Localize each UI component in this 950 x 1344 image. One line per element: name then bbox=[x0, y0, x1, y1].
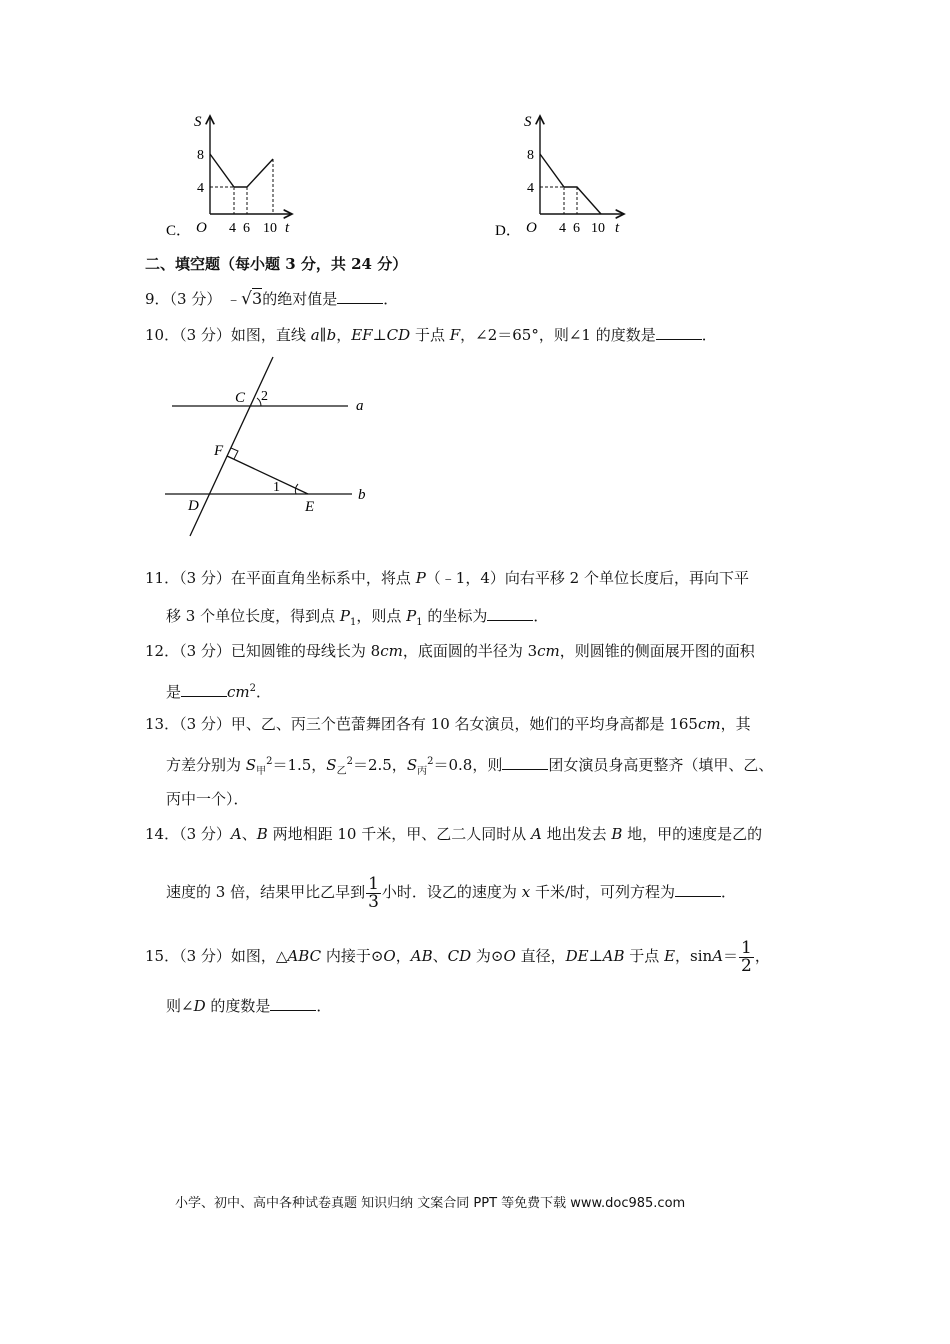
q14-text-a: 两地相距 10 千米，甲、乙二人同时从 bbox=[267, 825, 531, 843]
question-10 bbox=[145, 325, 717, 345]
q10-perp: ⊥ bbox=[372, 326, 387, 344]
q15-text-g: ，sin bbox=[675, 947, 713, 965]
question-12-line-1 bbox=[145, 641, 755, 661]
q15-a: A bbox=[712, 947, 724, 965]
q12-text-c: ，则圆锥的侧面展开图的面积 bbox=[559, 642, 755, 660]
q11-p1: P bbox=[339, 607, 350, 625]
graph-c-origin: O bbox=[196, 220, 207, 236]
answer-blank[interactable] bbox=[337, 289, 383, 304]
q14-end: ． bbox=[721, 883, 737, 901]
frac-numerator: 1 bbox=[741, 937, 752, 958]
q15-text-f: 于点 bbox=[624, 947, 665, 965]
q13-unit: cm bbox=[697, 715, 721, 733]
q15-sep: 、 bbox=[432, 947, 448, 965]
q14-b2: B bbox=[611, 825, 623, 843]
q15-text-d: 为⊙ bbox=[471, 947, 504, 965]
q11-p1b: P bbox=[406, 607, 417, 625]
q12-unit-2: cm bbox=[537, 642, 560, 660]
label-2: 2 bbox=[261, 389, 268, 404]
q13-s3-sq: 2 bbox=[427, 756, 434, 767]
q15-number: 15． bbox=[145, 947, 180, 965]
q13-s1-sub: 甲 bbox=[256, 766, 267, 777]
question-15-line-1 bbox=[145, 934, 770, 978]
q13-s2-sub: 乙 bbox=[336, 766, 347, 777]
label-e: E bbox=[305, 499, 315, 515]
q11-text-c: 移 3 个单位长度，得到点 bbox=[166, 607, 340, 625]
q11-p1-sub: 1 bbox=[349, 617, 357, 628]
q9-number: 9． bbox=[145, 290, 170, 308]
q10-text-b: ， bbox=[336, 326, 352, 344]
q14-a2: A bbox=[530, 825, 542, 843]
q15-score: （3 分） bbox=[179, 947, 231, 965]
label-d: D bbox=[188, 498, 199, 514]
q9-score: （3 分） bbox=[169, 290, 222, 308]
q13-s1: S bbox=[245, 756, 257, 774]
q15-text-e: 直径， bbox=[515, 947, 566, 965]
q13-s3-val: ＝0.8，则 bbox=[433, 756, 503, 774]
q10-score: （3 分） bbox=[179, 326, 231, 344]
frac-denominator: 2 bbox=[741, 955, 752, 976]
answer-blank[interactable] bbox=[181, 682, 227, 697]
q10-text-c: 于点 bbox=[410, 326, 450, 344]
graph-c-tick-4: 4 bbox=[197, 181, 204, 196]
q11-text-e: 的坐标为 bbox=[422, 607, 488, 625]
q11-number: 11． bbox=[145, 569, 180, 587]
section-title: 二、填空题（每小题 3 分，共 24 分） bbox=[145, 255, 408, 273]
q10-b: b bbox=[326, 326, 337, 344]
label-a: a bbox=[356, 398, 364, 414]
graph-d-tick-4: 4 bbox=[527, 181, 534, 196]
q13-s3: S bbox=[406, 756, 418, 774]
q13-s1-sq: 2 bbox=[266, 756, 273, 767]
fraction-one-half bbox=[739, 937, 754, 976]
q15-perp: ⊥ bbox=[588, 947, 603, 965]
q10-cd: CD bbox=[386, 326, 411, 344]
q15-abc: ABC bbox=[287, 947, 322, 965]
q15-ab: AB bbox=[410, 947, 433, 965]
q13-s3-sub: 丙 bbox=[417, 766, 428, 777]
q11-text-a: 在平面直角坐标系中，将点 bbox=[230, 569, 416, 587]
graph-c-y-label: S bbox=[194, 114, 202, 130]
q9-end: ． bbox=[383, 290, 399, 308]
q15-eq: ＝ bbox=[723, 947, 739, 965]
graph-d-tick-8: 8 bbox=[527, 148, 534, 163]
q10-end: ． bbox=[701, 326, 717, 344]
q12-score: （3 分） bbox=[179, 642, 231, 660]
q15-text-a: 如图，△ bbox=[230, 947, 288, 965]
q13-text-a: 甲、乙、丙三个芭蕾舞团各有 10 名女演员，她们的平均身高都是 165 bbox=[230, 715, 698, 733]
label-b: b bbox=[358, 487, 366, 503]
q14-text-d: 速度的 3 倍，结果甲比乙早到 bbox=[166, 883, 366, 901]
graph-c-xtick-6: 6 bbox=[243, 221, 250, 236]
graph-c-x-label: t bbox=[285, 220, 290, 236]
q14-a: A bbox=[230, 825, 242, 843]
graph-d-line bbox=[540, 154, 601, 214]
q10-text-d: ，∠2＝65°，则∠1 的度数是 bbox=[460, 326, 656, 344]
q13-text-e: 丙中一个）． bbox=[166, 790, 249, 808]
q15-o1: O bbox=[383, 947, 396, 965]
q13-s2-val: ＝2.5， bbox=[352, 756, 407, 774]
question-14-line-2 bbox=[166, 870, 736, 914]
q13-text-c: 方差分别为 bbox=[166, 756, 246, 774]
q14-text-e: 小时．设乙的速度为 bbox=[381, 883, 522, 901]
q10-number: 10． bbox=[145, 326, 180, 344]
answer-blank[interactable] bbox=[270, 996, 316, 1011]
q9-minus: ﹣ bbox=[226, 290, 242, 308]
q15-text-b: 内接于⊙ bbox=[321, 947, 384, 965]
q11-end: ． bbox=[533, 607, 549, 625]
q12-end: ． bbox=[256, 683, 272, 701]
label-f: F bbox=[214, 443, 224, 459]
q11-text-b: （﹣1，4）向右平移 2 个单位长度后，再向下平 bbox=[425, 569, 749, 587]
q9-radicand: 3 bbox=[252, 289, 263, 308]
graph-d bbox=[490, 108, 640, 243]
q15-text-c: ， bbox=[395, 947, 411, 965]
q14-sep: 、 bbox=[241, 825, 257, 843]
graph-d-svg bbox=[490, 108, 640, 243]
frac-denominator: 3 bbox=[368, 891, 379, 912]
question-15-line-2 bbox=[166, 996, 331, 1016]
q15-text-i: 则∠ bbox=[166, 997, 194, 1015]
q13-number: 13． bbox=[145, 715, 180, 733]
q15-text-h: ， bbox=[754, 947, 770, 965]
q14-text-c: 地，甲的速度是乙的 bbox=[622, 825, 763, 843]
graph-d-xtick-6: 6 bbox=[573, 221, 580, 236]
fraction-one-third bbox=[366, 873, 381, 912]
sqrt-symbol: √ bbox=[241, 289, 252, 309]
q12-unit-1: cm bbox=[380, 642, 403, 660]
q9-text: 的绝对值是 bbox=[262, 290, 338, 308]
question-13-line-3 bbox=[166, 789, 249, 809]
q15-e: E bbox=[664, 947, 676, 965]
graph-d-x-label: t bbox=[615, 220, 620, 236]
graph-d-origin: O bbox=[526, 220, 537, 236]
q15-text-j: 的度数是 bbox=[205, 997, 271, 1015]
q15-cd: CD bbox=[447, 947, 472, 965]
q13-s1-val: ＝1.5， bbox=[272, 756, 327, 774]
transversal-cd bbox=[190, 357, 273, 536]
q11-p: P bbox=[415, 569, 426, 587]
q14-text-b: 地出发去 bbox=[541, 825, 612, 843]
graph-c-tick-8: 8 bbox=[197, 148, 204, 163]
q14-b: B bbox=[256, 825, 268, 843]
q15-de: DE bbox=[565, 947, 589, 965]
q13-text-d: 团女演员身高更整齐（填甲、乙、 bbox=[548, 756, 774, 774]
question-14-line-1 bbox=[145, 824, 762, 844]
q15-o2: O bbox=[503, 947, 516, 965]
q14-text-f: 千米/时，可列方程为 bbox=[530, 883, 675, 901]
graph-c-option: C． bbox=[166, 223, 192, 239]
q12-unit-3: cm bbox=[227, 683, 250, 701]
q14-score: （3 分） bbox=[179, 825, 231, 843]
q12-text-b: ，底面圆的半径为 3 bbox=[402, 642, 538, 660]
graph-d-xtick-10: 10 bbox=[591, 221, 605, 236]
q10-a: a bbox=[310, 326, 320, 344]
q13-s2: S bbox=[326, 756, 337, 774]
question-11-line-1 bbox=[145, 568, 749, 588]
q12-text-d: 是 bbox=[166, 683, 182, 701]
figure-10-svg bbox=[160, 352, 380, 542]
answer-blank[interactable] bbox=[656, 325, 702, 340]
q12-number: 12． bbox=[145, 642, 180, 660]
graph-c-svg bbox=[160, 108, 310, 243]
frac-numerator: 1 bbox=[368, 873, 379, 894]
graph-d-xtick-4: 4 bbox=[559, 221, 566, 236]
question-9 bbox=[145, 289, 398, 309]
q11-p1b-sub: 1 bbox=[416, 617, 423, 628]
q10-f: F bbox=[449, 326, 461, 344]
answer-blank[interactable] bbox=[487, 606, 533, 621]
figure-10 bbox=[160, 352, 380, 542]
q13-text-b: ，其 bbox=[720, 715, 751, 733]
question-13-line-2 bbox=[166, 752, 773, 782]
q12-text-a: 已知圆锥的母线长为 8 bbox=[230, 642, 381, 660]
graph-d-option: D． bbox=[495, 223, 521, 239]
graph-c-line bbox=[210, 154, 273, 187]
q11-score: （3 分） bbox=[179, 569, 231, 587]
graph-c-xtick-10: 10 bbox=[263, 221, 277, 236]
footer-text: 小学、初中、高中各种试卷真题 知识归纳 文案合同 PPT 等免费下载 www.doc985.com bbox=[175, 1196, 686, 1211]
label-1: 1 bbox=[273, 480, 280, 495]
q13-s2-sq: 2 bbox=[346, 756, 353, 767]
answer-blank[interactable] bbox=[675, 882, 721, 897]
graph-d-y-label: S bbox=[524, 114, 532, 130]
q10-ef: EF bbox=[351, 326, 373, 344]
answer-blank[interactable] bbox=[502, 755, 548, 770]
q14-x: x bbox=[521, 883, 531, 901]
graph-c-xtick-4: 4 bbox=[229, 221, 236, 236]
q14-number: 14． bbox=[145, 825, 180, 843]
q10-text-a: 如图，直线 bbox=[230, 326, 311, 344]
label-c: C bbox=[235, 390, 246, 406]
q15-end: ． bbox=[316, 997, 332, 1015]
question-13-line-1 bbox=[145, 714, 751, 734]
question-12-line-2 bbox=[166, 679, 271, 702]
q11-text-d: ，则点 bbox=[356, 607, 407, 625]
q13-score: （3 分） bbox=[179, 715, 231, 733]
question-11-line-2 bbox=[166, 606, 548, 633]
graph-c bbox=[160, 108, 310, 243]
q12-sup: 2 bbox=[249, 683, 257, 694]
right-angle-mark bbox=[231, 448, 238, 459]
q10-parallel: ∥ bbox=[319, 326, 327, 344]
q15-ab2: AB bbox=[602, 947, 625, 965]
q15-d: D bbox=[193, 997, 206, 1015]
